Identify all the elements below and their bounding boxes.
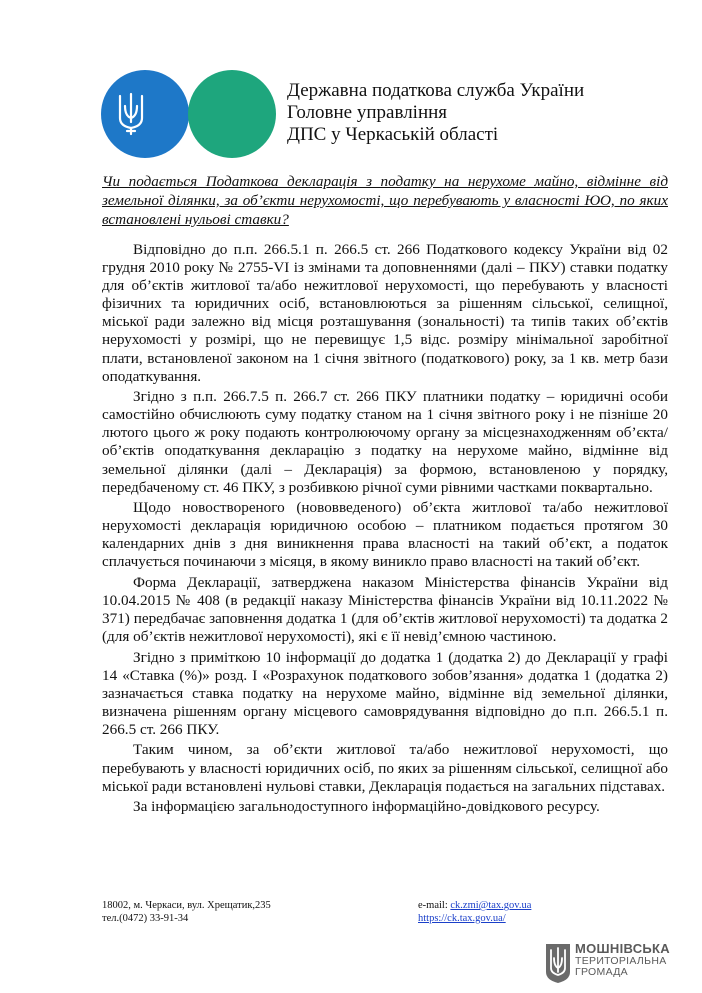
document-body xyxy=(102,241,668,819)
paragraph-4: Форма Декларації, затверджена наказом Міністерства фінансів України від 10.04.2015 № 408 (в редакції наказу Міністерства фінансів України від 10.11.2022 № 371) передбачає заповнення додатка 1 (для об’єктів житлової нерухомості) та додатка 2 (для об’єктів нежитлової нерухомості), які є її невід’ємною частиною. xyxy=(102,573,668,646)
footer-address: 18002, м. Черкаси, вул. Хрещатик,235 xyxy=(102,900,271,911)
paragraph-2: Згідно з п.п. 266.7.5 п. 266.7 ст. 266 ПКУ платники податку – юридичні особи самостійно обчислюють суму податку станом на 1 січня звітного року і не пізніше 20 лютого цього ж року подають контролюючому органу за місцезнаходженням об’єкта/об’єктів оподаткування декларацію з податку на нерухоме майно, відмінне від земельної ділянки (далі – Декларація) за формою, встановленою у порядку, передбаченому ст. 46 ПКУ, з розбивкою річної суми рівними частками поквартально. xyxy=(102,388,668,496)
footer-email-line xyxy=(418,899,531,912)
email-link[interactable]: ck.zmi@tax.gov.ua xyxy=(450,900,532,911)
trident-icon xyxy=(116,92,146,136)
watermark-line-3: ГРОМАДА xyxy=(575,966,628,978)
trident-icon xyxy=(544,942,572,984)
paragraph-5: Згідно з приміткою 10 інформації до додатка 1 (додатка 2) до Декларації у графі 14 «Ставка (%)» розд. І «Розрахунок податкового зобов’язання» додатка 1 (додатка 2) зазначається ставка податку на нерухоме майно, відмінне від земельної ділянки, визначена рішенням органу місцевого самоврядування відповідно до п.п. 266.5.1 п. 266.5 ст. 266 ПКУ. xyxy=(102,648,668,738)
paragraph-6: Таким чином, за об’єкти житлової та/або нежитлової нерухомості, що перебувають у власності юридичних осіб, по яких за рішенням сільської, селищної або міської ради встановлені нульові ставки, Декларація подається на загальних підставах. xyxy=(102,741,668,795)
paragraph-3: Щодо новоствореного (нововведеного) об’єкта житлової та/або нежитлової нерухомості декларація юридичною особою – платником подається протягом 30 календарних днів з дня виникнення права власності на такий об’єкт, а податок сплачується починаючи з місяця, в якому виникло право власності на такий об’єкт. xyxy=(102,499,668,571)
organization-name xyxy=(287,80,584,146)
watermark-text xyxy=(575,942,670,978)
community-watermark xyxy=(544,942,684,986)
paragraph-7: За інформацією загальнодоступного інформаційно-довідкового ресурсу. xyxy=(133,798,600,816)
paragraph-1: Відповідно до п.п. 266.5.1 п. 266.5 ст. 266 Податкового кодексу України від 02 грудня 2010 року № 2755-VI із змінами та доповненнями (далі – ПКУ) ставки податку для об’єктів житлової та/або нежитлової нерухомості, що перебувають у власності фізичних та юридичних осіб, встановлюються за рішенням сільської, селищної, міської ради залежно від місця розташування (зональності) та типів таких об’єктів нерухомості у розмірі, що не перевищує 1,5 відс. розміру мінімальної заробітної плати, встановленої законом на 1 січня звітного (податкового) року, за 1 кв. метр бази оподаткування. xyxy=(102,241,668,385)
green-circle xyxy=(188,70,276,158)
watermark-line-1: МОШНІВСЬКА xyxy=(575,941,670,956)
org-line-1: Державна податкова служба України xyxy=(287,80,585,101)
watermark-line-2: ТЕРИТОРІАЛЬНА xyxy=(575,955,667,967)
email-label: e-mail: xyxy=(418,900,451,911)
question-heading: Чи подається Податкова декларація з податку на нерухоме майно, відмінне від земельної ділянки, за об’єкти нерухомості, що перебувають у власності ЮО, по яких встановлені нульові ставки? xyxy=(102,173,668,228)
footer-contacts xyxy=(102,899,271,925)
footer-phone: тел.(0472) 33-91-34 xyxy=(102,913,189,924)
website-link[interactable]: https://ck.tax.gov.ua/ xyxy=(418,913,506,924)
org-line-2: Головне управління xyxy=(287,102,448,123)
org-line-3: ДПС у Черкаській області xyxy=(287,124,499,145)
footer-online xyxy=(418,899,531,925)
